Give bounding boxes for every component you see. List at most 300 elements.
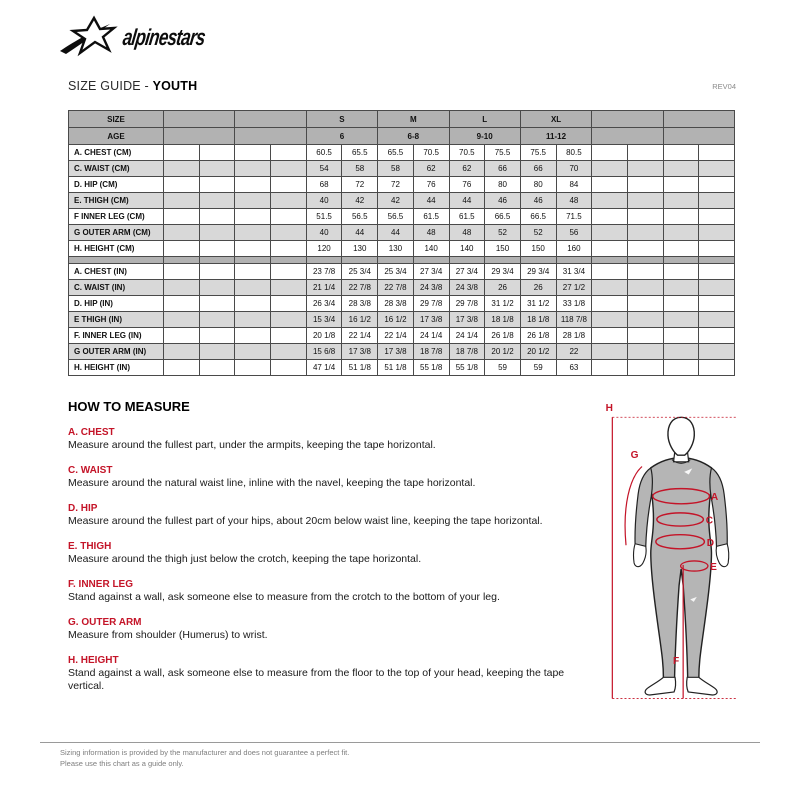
empty-cell [699,264,735,280]
value-cell: 52 [520,225,556,241]
row-label-cell: E THIGH (IN) [69,312,164,328]
value-cell: 51.5 [306,209,342,225]
value-cell: 56.5 [342,209,378,225]
empty-cell [699,145,735,161]
value-cell: 15 3/4 [306,312,342,328]
value-cell: 72 [342,177,378,193]
measure-item [68,617,588,642]
page-title [68,79,197,93]
spacer-cell [627,257,663,264]
size-table [68,110,735,376]
value-cell: 66.5 [520,209,556,225]
value-cell: 24 3/8 [449,280,485,296]
measure-item-text: Measure around the fullest part, under the armpits, keeping the tape horizontal. [68,439,436,451]
value-cell: 17 3/8 [413,312,449,328]
value-cell: 26 1/8 [485,328,521,344]
empty-cell [235,193,271,209]
empty-cell [627,225,663,241]
empty-cell [627,241,663,257]
empty-cell [592,344,628,360]
empty-cell [164,280,200,296]
empty-cell [164,360,200,376]
table-row [69,328,735,344]
table-row [69,241,735,257]
size-group-cell [164,128,235,145]
measure-item-text: Measure around the thigh just below the crotch, keeping the tape horizontal. [68,553,422,565]
empty-cell [627,344,663,360]
value-cell: 16 1/2 [378,312,414,328]
value-cell: 42 [378,193,414,209]
value-cell: 70 [556,161,592,177]
value-cell: 44 [378,225,414,241]
value-cell: 22 7/8 [378,280,414,296]
value-cell: 150 [520,241,556,257]
empty-cell [199,344,235,360]
value-cell: 22 7/8 [342,280,378,296]
value-cell: 15 6/8 [306,344,342,360]
value-cell: 56.5 [378,209,414,225]
value-cell: 31 1/2 [485,296,521,312]
spacer-cell [592,257,628,264]
value-cell: 61.5 [413,209,449,225]
empty-cell [592,360,628,376]
value-cell: 17 3/8 [342,344,378,360]
value-cell: 80 [485,177,521,193]
empty-cell [235,177,271,193]
row-label-cell: C. WAIST (IN) [69,280,164,296]
empty-cell [663,177,699,193]
size-table-body [69,111,735,376]
value-cell: 26 3/4 [306,296,342,312]
size-group-cell [164,111,235,128]
empty-cell [235,209,271,225]
logo-wordmark: alpinestars [121,23,207,50]
value-cell: 140 [449,241,485,257]
size-header-row [69,111,735,128]
value-cell: 61.5 [449,209,485,225]
value-cell: 47 1/4 [306,360,342,376]
table-row [69,344,735,360]
value-cell: 75.5 [520,145,556,161]
value-cell: 26 [485,280,521,296]
empty-cell [271,296,307,312]
empty-cell [199,225,235,241]
value-cell: 16 1/2 [342,312,378,328]
value-cell: 22 [556,344,592,360]
figure-right-hand [716,544,729,567]
empty-cell [663,312,699,328]
value-cell: 31 1/2 [520,296,556,312]
empty-cell [199,193,235,209]
spacer-cell [69,257,164,264]
value-cell: 28 1/8 [556,328,592,344]
empty-cell [271,241,307,257]
value-cell: 120 [306,241,342,257]
spacer-cell [271,257,307,264]
value-cell: 25 3/4 [342,264,378,280]
value-cell: 24 3/8 [413,280,449,296]
value-cell: 51 1/8 [378,360,414,376]
spacer-cell [663,257,699,264]
measure-item-label: F. INNER LEG [68,579,134,590]
value-cell: 27 3/4 [449,264,485,280]
value-cell: 44 [413,193,449,209]
value-cell: 31 3/4 [556,264,592,280]
row-label-cell: D. HIP (CM) [69,177,164,193]
value-cell: 56 [556,225,592,241]
value-cell: 21 1/4 [306,280,342,296]
empty-cell [164,161,200,177]
figure-label-inner-leg: F [672,656,680,668]
measure-item-label: E. THIGH [68,541,112,552]
spacer-cell [556,257,592,264]
size-group-cell: M [378,111,449,128]
empty-cell [235,296,271,312]
measure-item-text: Stand against a wall, ask someone else to measure from the crotch to the bottom of your leg. [68,591,500,603]
measure-item-text: Measure from shoulder (Humerus) to wrist. [68,629,268,641]
measure-item-label: H. HEIGHT [68,655,119,666]
empty-cell [199,209,235,225]
empty-cell [199,145,235,161]
value-cell: 24 1/4 [449,328,485,344]
empty-cell [164,264,200,280]
measure-item [68,427,588,452]
empty-cell [592,241,628,257]
empty-cell [235,360,271,376]
row-label-cell: F INNER LEG (CM) [69,209,164,225]
empty-cell [199,161,235,177]
empty-cell [627,145,663,161]
value-cell: 80 [520,177,556,193]
empty-cell [164,241,200,257]
empty-cell [199,296,235,312]
empty-cell [199,328,235,344]
value-cell: 65.5 [378,145,414,161]
value-cell: 18 1/8 [485,312,521,328]
empty-cell [235,280,271,296]
value-cell: 28 3/8 [342,296,378,312]
empty-cell [164,312,200,328]
value-cell: 18 7/8 [413,344,449,360]
row-label-cell: H. HEIGHT (IN) [69,360,164,376]
value-cell: 62 [449,161,485,177]
value-cell: 75.5 [485,145,521,161]
value-cell: 29 7/8 [413,296,449,312]
value-cell: 130 [342,241,378,257]
empty-cell [627,360,663,376]
size-group-cell: 6-8 [378,128,449,145]
row-label-cell: A. CHEST (CM) [69,145,164,161]
value-cell: 118 7/8 [556,312,592,328]
empty-cell [164,145,200,161]
table-row [69,296,735,312]
empty-cell [235,312,271,328]
row-label-cell: D. HIP (IN) [69,296,164,312]
value-cell: 140 [413,241,449,257]
value-cell: 26 [520,280,556,296]
empty-cell [271,360,307,376]
how-to-measure-heading: HOW TO MEASURE [68,399,190,414]
value-cell: 150 [485,241,521,257]
spacer-cell [378,257,414,264]
empty-cell [699,177,735,193]
empty-cell [592,328,628,344]
value-cell: 25 3/4 [378,264,414,280]
empty-cell [271,193,307,209]
value-cell: 76 [413,177,449,193]
value-cell: 160 [556,241,592,257]
value-cell: 29 7/8 [449,296,485,312]
figure-label-thigh: E [710,562,717,574]
spacer-cell [413,257,449,264]
value-cell: 130 [378,241,414,257]
empty-cell [592,312,628,328]
empty-cell [592,145,628,161]
value-cell: 59 [485,360,521,376]
empty-cell [164,344,200,360]
value-cell: 66 [485,161,521,177]
measure-item-label: A. CHEST [68,427,115,438]
empty-cell [627,328,663,344]
value-cell: 48 [449,225,485,241]
revision-label: REV04 [712,82,736,91]
row-label-cell: AGE [69,128,164,145]
empty-cell [271,225,307,241]
value-cell: 27 3/4 [413,264,449,280]
table-row [69,177,735,193]
empty-cell [271,344,307,360]
table-row [69,209,735,225]
empty-cell [699,209,735,225]
measure-item-text: Measure around the natural waist line, inline with the navel, keeping the tape horizontal. [68,477,476,489]
row-label-cell: G OUTER ARM (IN) [69,344,164,360]
empty-cell [663,209,699,225]
row-label-cell: SIZE [69,111,164,128]
size-group-cell [235,111,306,128]
empty-cell [699,360,735,376]
figure-label-chest: A [710,492,719,504]
value-cell: 29 3/4 [485,264,521,280]
age-header-row [69,128,735,145]
value-cell: 55 1/8 [413,360,449,376]
measure-item-label: G. OUTER ARM [68,617,142,628]
value-cell: 29 3/4 [520,264,556,280]
empty-cell [663,241,699,257]
spacer-cell [199,257,235,264]
empty-cell [164,296,200,312]
empty-cell [592,296,628,312]
value-cell: 70.5 [449,145,485,161]
empty-cell [164,328,200,344]
empty-cell [663,344,699,360]
spacer-cell [699,257,735,264]
value-cell: 33 1/8 [556,296,592,312]
footer-line-2: Please use this chart as a guide only. [60,759,184,768]
size-group-cell: 11-12 [520,128,591,145]
empty-cell [663,360,699,376]
empty-cell [235,264,271,280]
figure-left-hand [634,544,647,567]
row-label-cell: F. INNER LEG (IN) [69,328,164,344]
empty-cell [627,161,663,177]
value-cell: 20 1/2 [485,344,521,360]
figure-label-outer-arm: G [630,449,639,461]
spacer-cell [235,257,271,264]
empty-cell [199,280,235,296]
spacer-cell [520,257,556,264]
size-group-cell [592,128,663,145]
empty-cell [699,280,735,296]
empty-cell [627,264,663,280]
value-cell: 28 3/8 [378,296,414,312]
size-group-cell [592,111,663,128]
empty-cell [199,264,235,280]
measure-item [68,541,588,566]
unit-spacer-row [69,257,735,264]
empty-cell [663,280,699,296]
row-label-cell: E. THIGH (CM) [69,193,164,209]
empty-cell [699,161,735,177]
empty-cell [271,328,307,344]
empty-cell [627,280,663,296]
empty-cell [235,161,271,177]
value-cell: 84 [556,177,592,193]
empty-cell [235,344,271,360]
spacer-cell [342,257,378,264]
page-title-emphasis: YOUTH [152,79,198,93]
empty-cell [663,225,699,241]
empty-cell [164,193,200,209]
table-row [69,312,735,328]
empty-cell [592,161,628,177]
figure-left-arm [635,468,652,547]
empty-cell [592,193,628,209]
empty-cell [164,177,200,193]
measure-list [68,427,588,706]
measure-item-label: D. HIP [68,503,98,514]
value-cell: 17 3/8 [449,312,485,328]
value-cell: 48 [556,193,592,209]
empty-cell [627,296,663,312]
value-cell: 80.5 [556,145,592,161]
alpinestars-logo [57,14,233,60]
table-row [69,161,735,177]
value-cell: 65.5 [342,145,378,161]
size-group-cell: L [449,111,520,128]
empty-cell [271,209,307,225]
size-group-cell: 6 [306,128,377,145]
empty-cell [592,225,628,241]
figure-head [668,417,694,455]
value-cell: 58 [342,161,378,177]
value-cell: 44 [342,225,378,241]
table-row [69,280,735,296]
value-cell: 42 [342,193,378,209]
empty-cell [663,264,699,280]
value-cell: 70.5 [413,145,449,161]
value-cell: 23 7/8 [306,264,342,280]
empty-cell [699,296,735,312]
size-group-cell [663,128,734,145]
empty-cell [199,177,235,193]
empty-cell [663,161,699,177]
value-cell: 66.5 [485,209,521,225]
value-cell: 51 1/8 [342,360,378,376]
value-cell: 60.5 [306,145,342,161]
empty-cell [699,312,735,328]
empty-cell [592,280,628,296]
value-cell: 40 [306,225,342,241]
empty-cell [235,225,271,241]
value-cell: 40 [306,193,342,209]
value-cell: 46 [485,193,521,209]
row-label-cell: H. HEIGHT (CM) [69,241,164,257]
value-cell: 48 [413,225,449,241]
empty-cell [592,177,628,193]
value-cell: 17 3/8 [378,344,414,360]
table-row [69,360,735,376]
empty-cell [164,209,200,225]
value-cell: 24 1/4 [413,328,449,344]
figure-left-foot [645,677,675,695]
empty-cell [235,145,271,161]
empty-cell [699,193,735,209]
empty-cell [663,193,699,209]
empty-cell [627,209,663,225]
value-cell: 20 1/8 [306,328,342,344]
value-cell: 66 [520,161,556,177]
value-cell: 44 [449,193,485,209]
figure-right-foot [687,677,717,695]
empty-cell [699,344,735,360]
value-cell: 58 [378,161,414,177]
figure-label-height: H [605,403,613,415]
empty-cell [627,177,663,193]
measure-item [68,465,588,490]
spacer-cell [306,257,342,264]
figure-label-hip: D [706,537,715,549]
empty-cell [592,264,628,280]
alpinestars-star-icon [57,15,121,59]
empty-cell [199,241,235,257]
measure-item-label: C. WAIST [68,465,113,476]
table-row [69,225,735,241]
value-cell: 72 [378,177,414,193]
value-cell: 20 1/2 [520,344,556,360]
value-cell: 59 [520,360,556,376]
empty-cell [271,264,307,280]
row-label-cell: G OUTER ARM (CM) [69,225,164,241]
value-cell: 27 1/2 [556,280,592,296]
table-row [69,145,735,161]
empty-cell [235,328,271,344]
empty-cell [271,145,307,161]
value-cell: 68 [306,177,342,193]
size-group-cell: S [306,111,377,128]
page-title-prefix: SIZE GUIDE - [68,79,153,93]
value-cell: 62 [413,161,449,177]
empty-cell [235,241,271,257]
value-cell: 26 1/8 [520,328,556,344]
empty-cell [663,328,699,344]
spacer-cell [485,257,521,264]
footer-line-1: Sizing information is provided by the manufacturer and does not guarantee a perfect fit. [60,748,350,757]
empty-cell [271,280,307,296]
value-cell: 63 [556,360,592,376]
value-cell: 18 7/8 [449,344,485,360]
value-cell: 22 1/4 [378,328,414,344]
measure-item [68,579,588,604]
